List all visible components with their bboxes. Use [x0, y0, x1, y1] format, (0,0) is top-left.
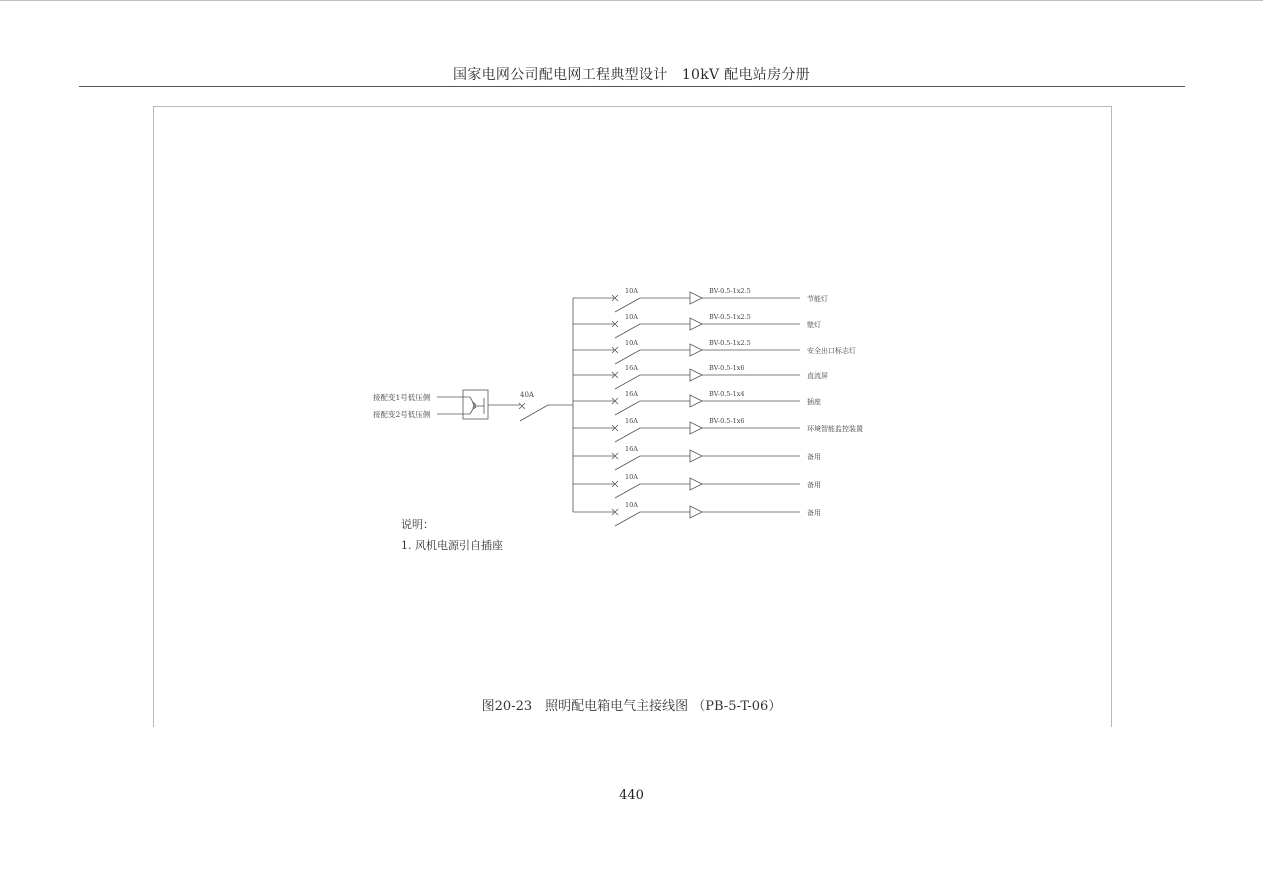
- circuit-rating: 16A: [625, 417, 638, 425]
- figure-caption: 图20-23 照明配电箱电气主接线图 （PB-5-T-06）: [481, 699, 782, 714]
- circuit-rating: 10A: [625, 339, 638, 347]
- circuit-cable: BV-0.5-1x2.5: [709, 287, 751, 295]
- circuit-rating: 10A: [625, 313, 638, 321]
- circuit-rating: 16A: [625, 445, 638, 453]
- circuit-rating: 16A: [625, 364, 638, 372]
- input-label-1: 接配变1号低压侧: [373, 393, 431, 402]
- circuit-load: 直流屏: [807, 372, 828, 380]
- breaker-blade: [615, 512, 640, 526]
- breaker-blade: [615, 484, 640, 498]
- circuit-row: [573, 422, 800, 442]
- circuit-row: [573, 292, 800, 312]
- breaker-blade: [615, 375, 640, 389]
- circuit-load: 备用: [807, 453, 821, 461]
- circuit-load: 壁灯: [807, 321, 821, 329]
- circuit-load: 环境智能监控装置: [807, 425, 863, 433]
- breaker-blade: [615, 298, 640, 312]
- main-breaker-rating: 40A: [520, 391, 534, 399]
- circuit-load: 安全出口标志灯: [807, 347, 856, 355]
- breaker-blade: [615, 324, 640, 338]
- circuit-row: [573, 395, 800, 415]
- circuit-row: [573, 506, 800, 526]
- circuit-cable: BV-0.5-1x2.5: [709, 339, 751, 347]
- circuit-arrow: [690, 478, 702, 490]
- circuit-row: [573, 478, 800, 498]
- page-header-title: 国家电网公司配电网工程典型设计 10kV 配电站房分册: [453, 67, 810, 83]
- breaker-blade: [615, 456, 640, 470]
- circuit-arrow: [690, 344, 702, 356]
- circuit-load: 插座: [807, 398, 821, 406]
- breaker-blade: [615, 428, 640, 442]
- circuit-rating: 10A: [625, 501, 638, 509]
- input-label-2: 接配变2号低压侧: [373, 410, 431, 419]
- circuit-row: [573, 369, 800, 389]
- circuit-rating: 10A: [625, 287, 638, 295]
- circuit-arrow: [690, 422, 702, 434]
- circuit-arrow: [690, 318, 702, 330]
- circuit-arrow: [690, 450, 702, 462]
- circuit-cable: BV-0.5-1x6: [709, 417, 745, 425]
- transfer-switch-symbol: ↕: [470, 402, 478, 412]
- circuit-arrow: [690, 292, 702, 304]
- circuit-arrow: [690, 506, 702, 518]
- breaker-blade: [615, 401, 640, 415]
- circuit-arrow: [690, 395, 702, 407]
- circuit-load: 备用: [807, 509, 821, 517]
- circuit-arrow: [690, 369, 702, 381]
- circuit-row: [573, 344, 800, 364]
- circuit-load: 备用: [807, 481, 821, 489]
- circuit-cable: BV-0.5-1x2.5: [709, 313, 751, 321]
- circuit-row: [573, 318, 800, 338]
- page-number: 440: [619, 788, 644, 803]
- circuit-load: 节能灯: [807, 295, 828, 303]
- main-breaker-blade: [520, 405, 548, 421]
- notes-item-1: 1. 风机电源引自插座: [401, 539, 503, 552]
- circuit-cable: BV-0.5-1x6: [709, 364, 745, 372]
- circuit-rating: 10A: [625, 473, 638, 481]
- circuit-rating: 16A: [625, 390, 638, 398]
- notes-title: 说明：: [401, 518, 434, 531]
- circuit-row: [573, 450, 800, 470]
- circuit-cable: BV-0.5-1x4: [709, 390, 745, 398]
- breaker-blade: [615, 350, 640, 364]
